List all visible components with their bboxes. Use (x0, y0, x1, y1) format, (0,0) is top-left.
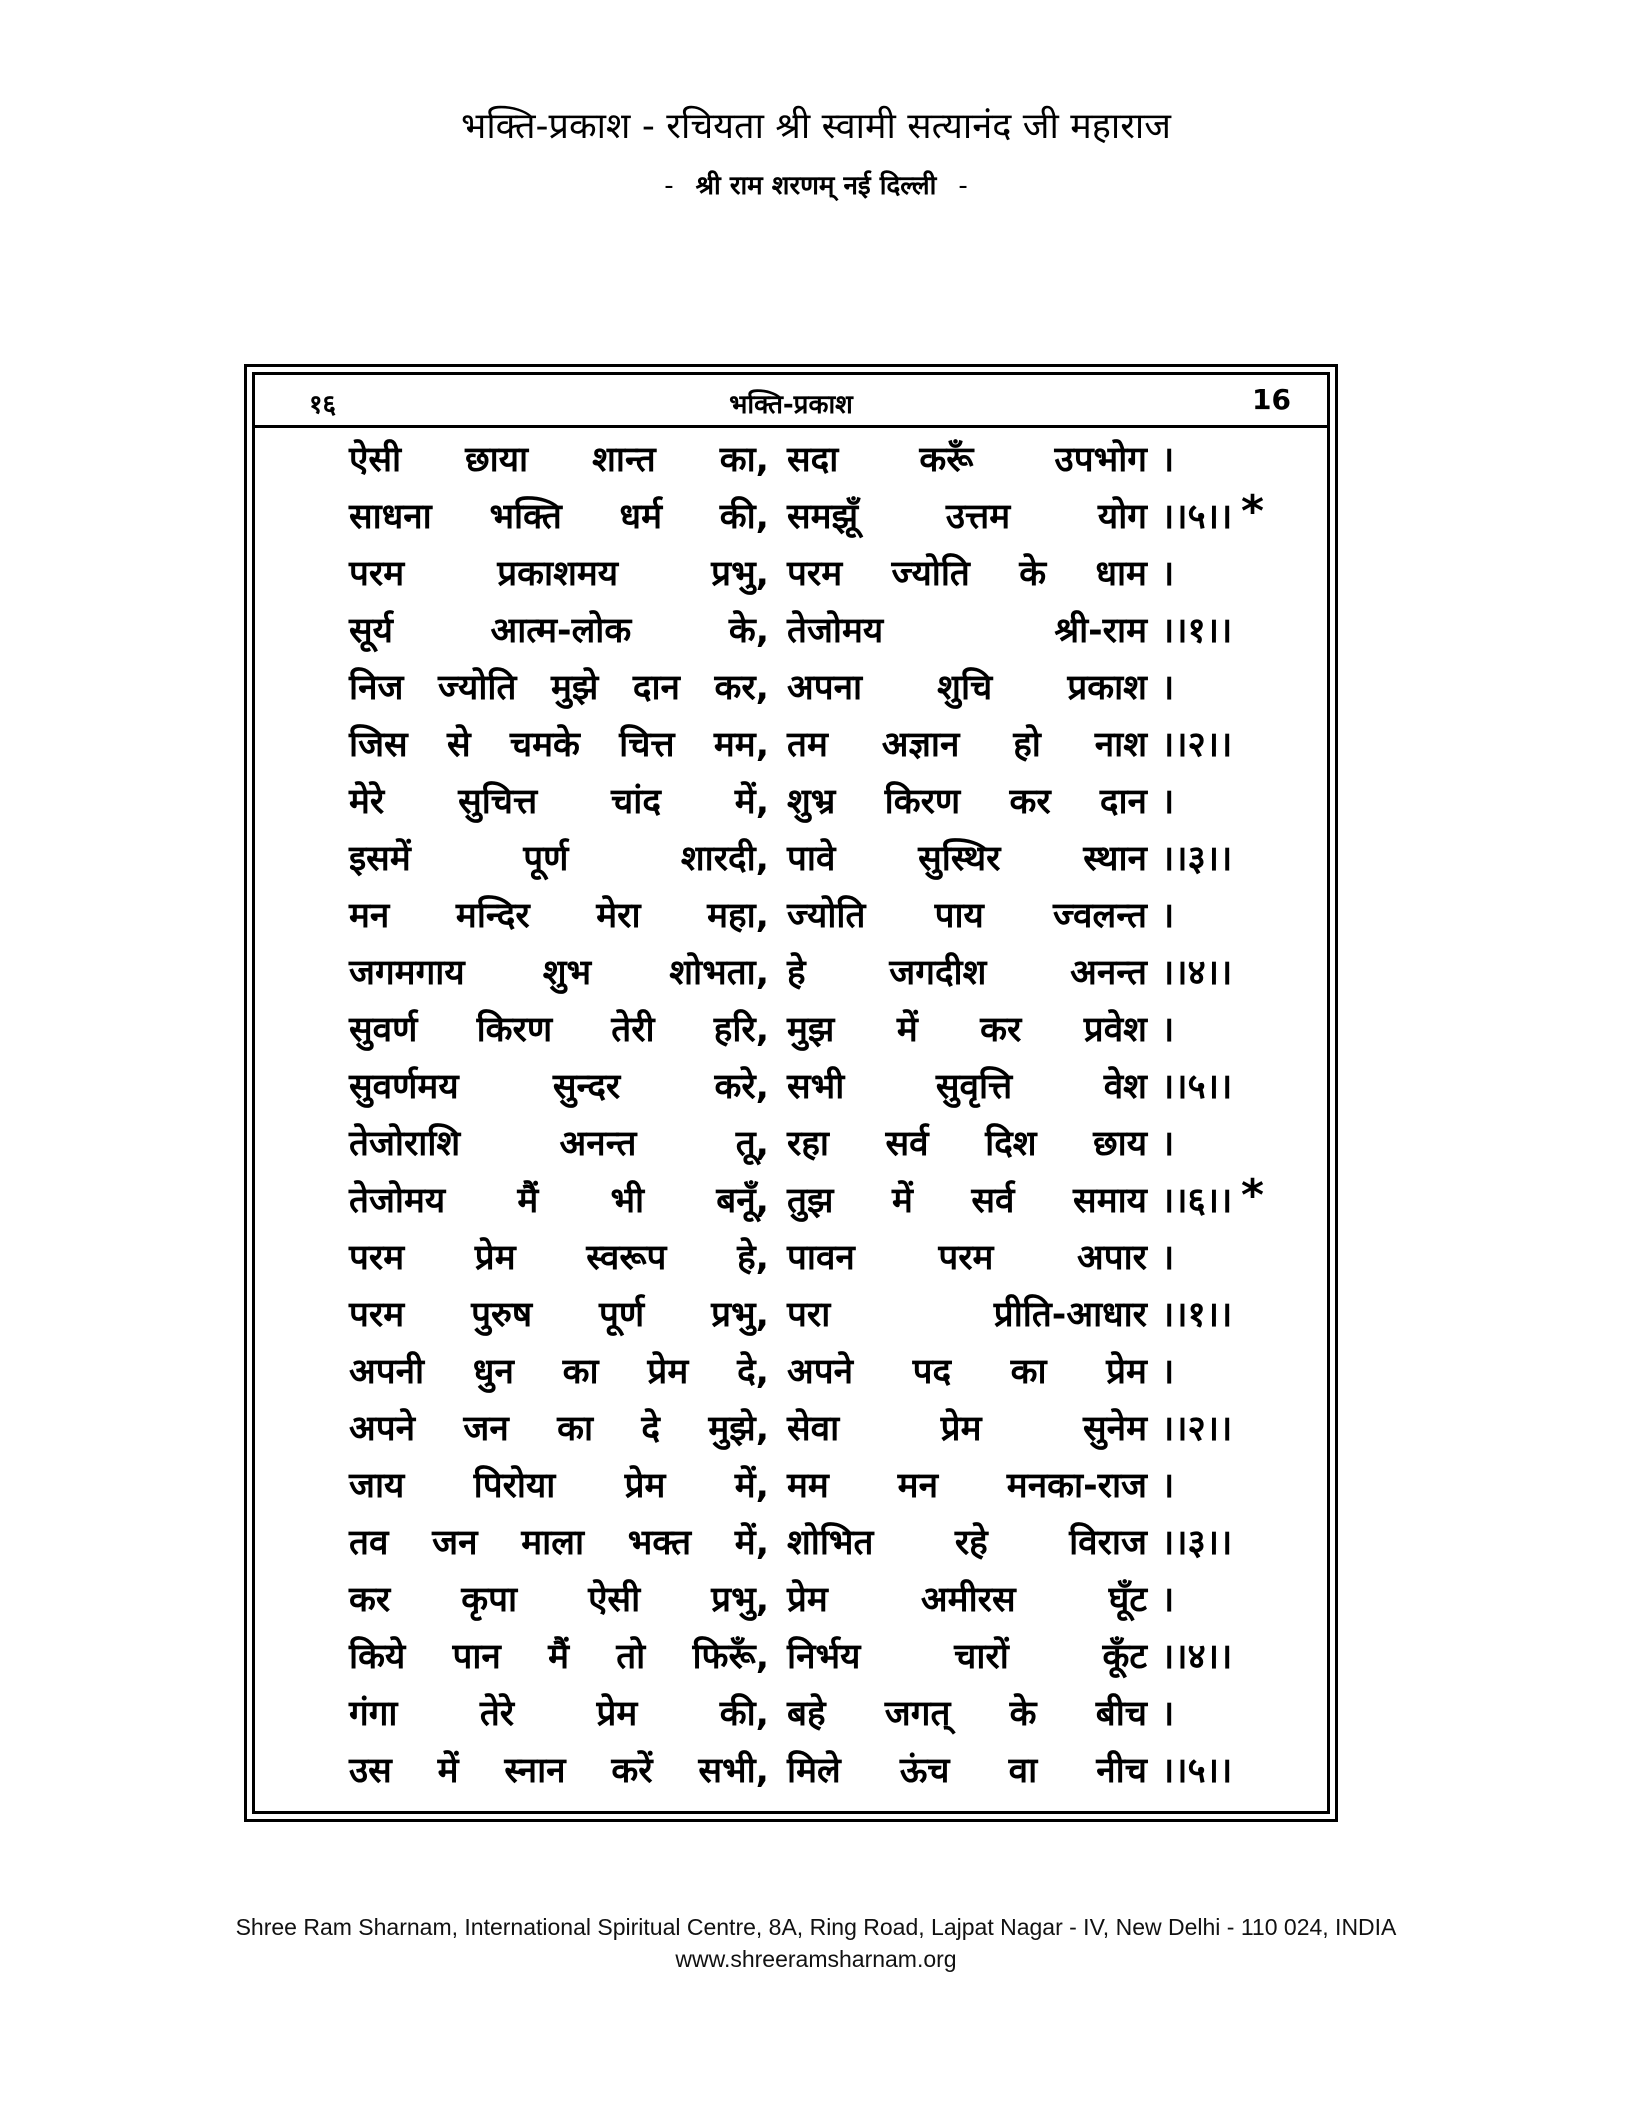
verse-word: ज्योति (787, 896, 866, 936)
page-number: 16 (1252, 383, 1291, 416)
verse-word: फिरूँ, (692, 1637, 769, 1677)
verse-line (255, 1461, 1327, 1518)
verse-word: में (891, 1181, 913, 1221)
verse-word: दे, (737, 1352, 769, 1392)
verse-word: का (1010, 1352, 1047, 1392)
verse-word: सूर्य (349, 611, 393, 651)
verse-left-half (349, 606, 769, 653)
verse-line (255, 1632, 1327, 1689)
verse-left-half (349, 1746, 769, 1793)
verse-word: स्नान (504, 1751, 566, 1791)
verse-end-mark: ।।४।। (1161, 953, 1233, 993)
verse-word: सभी, (698, 1751, 769, 1791)
verse-word: कर (1009, 782, 1051, 822)
verse-word: अपनी (349, 1352, 425, 1392)
verse-word: जन (432, 1523, 478, 1563)
verse-word: सुवृत्ति (935, 1067, 1013, 1107)
verse-word: अपार (1076, 1238, 1147, 1278)
verse-end-mark: । (1161, 440, 1175, 480)
verse-word: कर (980, 1010, 1022, 1050)
verse-word: करे, (714, 1067, 769, 1107)
verse-left-half (349, 1119, 769, 1166)
verse-word: इसमें (349, 839, 411, 879)
verse-word: सुवर्णमय (349, 1067, 459, 1107)
verse-word: निर्भय (787, 1637, 861, 1677)
verse-left-half (349, 549, 769, 596)
verse-right-half (787, 1347, 1147, 1394)
verse-word: तम (787, 725, 828, 765)
verse-word: कर, (714, 668, 769, 708)
verse-word: पान (452, 1637, 501, 1677)
verse-right-half (787, 1290, 1147, 1337)
verse-word: स्थान (1083, 839, 1147, 879)
verse-word: प्रेम (624, 1466, 666, 1506)
verse-word: बीच (1095, 1694, 1147, 1734)
verse-end-mark: । (1161, 1124, 1175, 1164)
verse-word: प्रीति-आधार (993, 1295, 1147, 1335)
verse-word: दान (1099, 782, 1147, 822)
verse-word: में (896, 1010, 918, 1050)
verse-line (255, 1689, 1327, 1746)
verse-word: किरण (476, 1010, 553, 1050)
verse-word: पिरोया (473, 1466, 556, 1506)
verse-word: सदा (787, 440, 839, 480)
verse-line (255, 1290, 1327, 1347)
verse-word: वेश (1103, 1067, 1147, 1107)
verse-left-half (349, 1632, 769, 1679)
verse-word: धाम (1095, 554, 1147, 594)
section-star-mark: * (1241, 486, 1265, 537)
verse-right-half (787, 1176, 1147, 1223)
verse-word: मन्दिर (455, 896, 530, 936)
verse-word: योग (1097, 497, 1147, 537)
verse-word: समाय (1073, 1181, 1147, 1221)
verse-line (255, 834, 1327, 891)
verse-end-mark: ।।२।। (1161, 725, 1233, 765)
verse-right-half (787, 1005, 1147, 1052)
verse-word: में (437, 1751, 459, 1791)
verse-word: पावे (787, 839, 836, 879)
verse-list (255, 435, 1327, 1803)
verse-word: का (557, 1409, 594, 1449)
verse-line (255, 720, 1327, 777)
verse-word: प्रभु, (711, 1295, 769, 1335)
verse-word: बहे (787, 1694, 826, 1734)
verse-word: प्रेम (1106, 1352, 1147, 1392)
verse-right-half (787, 1404, 1147, 1451)
verse-left-half (349, 720, 769, 767)
verse-word: पावन (787, 1238, 855, 1278)
verse-word: परम (938, 1238, 994, 1278)
verse-word: नाश (1094, 725, 1147, 765)
document-subtitle (0, 166, 1632, 202)
verse-end-mark: ।।५।। (1161, 497, 1233, 537)
verse-line (255, 1575, 1327, 1632)
verse-word: मुझ (787, 1010, 835, 1050)
verse-word: प्रेम (940, 1409, 982, 1449)
verse-word: स्वरूप (586, 1238, 667, 1278)
verse-word: हे (787, 953, 806, 993)
verse-end-mark: । (1161, 668, 1175, 708)
verse-left-half (349, 492, 769, 539)
verse-word: उत्तम (945, 497, 1011, 537)
verse-word: प्रकाशमय (497, 554, 619, 594)
verse-word: शोभता, (669, 953, 769, 993)
verse-left-half (349, 1005, 769, 1052)
verse-word: सभी (787, 1067, 845, 1107)
verse-word: परम (787, 554, 843, 594)
verse-end-mark: ।।१।। (1161, 611, 1233, 651)
verse-word: शान्त (592, 440, 656, 480)
verse-word: समझूँ (787, 497, 859, 537)
verse-word: मन (897, 1466, 939, 1506)
verse-line (255, 1233, 1327, 1290)
verse-word: घूँट (1108, 1580, 1147, 1620)
verse-word: हे, (737, 1238, 769, 1278)
verse-line (255, 1119, 1327, 1176)
verse-word: परा (787, 1295, 831, 1335)
book-page-frame (244, 364, 1338, 1822)
verse-word: मैं (517, 1181, 539, 1221)
verse-word: ऊंच (899, 1751, 950, 1791)
verse-right-half (787, 1689, 1147, 1736)
verse-line (255, 606, 1327, 663)
verse-line (255, 663, 1327, 720)
verse-right-half (787, 492, 1147, 539)
verse-word: हरि, (713, 1010, 769, 1050)
verse-word: मुझे (550, 668, 599, 708)
verse-end-mark: ।।६।। (1161, 1181, 1233, 1221)
verse-word: नीच (1096, 1751, 1147, 1791)
verse-word: कूँट (1102, 1637, 1147, 1677)
verse-word: श्री-राम (1054, 611, 1147, 651)
book-page-inner-border (252, 372, 1330, 1814)
verse-word: प्रेम (596, 1694, 638, 1734)
verse-word: ज्योति (438, 668, 517, 708)
verse-word: जगमगाय (349, 953, 465, 993)
verse-left-half (349, 1290, 769, 1337)
verse-word: का, (719, 440, 769, 480)
page-number-devanagari: १६ (309, 390, 337, 420)
verse-line (255, 948, 1327, 1005)
verse-line (255, 1404, 1327, 1461)
verse-word: मेरे (349, 782, 385, 822)
verse-end-mark: ।।२।। (1161, 1409, 1233, 1449)
verse-word: अनन्त (559, 1124, 637, 1164)
verse-left-half (349, 891, 769, 938)
verse-word: तेजोराशि (349, 1124, 461, 1164)
verse-right-half (787, 606, 1147, 653)
verse-word: सर्व (885, 1124, 929, 1164)
verse-word: विराज (1069, 1523, 1147, 1563)
verse-word: तेजोमय (787, 611, 884, 651)
verse-line (255, 1062, 1327, 1119)
verse-word: प्रवेश (1083, 1010, 1147, 1050)
verse-word: अपने (349, 1409, 416, 1449)
footer-address: Shree Ram Sharnam, International Spiritual Centre, 8A, Ring Road, Lajpat Nagar - IV, New Delhi - 110 024, INDIA (235, 1914, 1397, 1940)
verse-right-half (787, 777, 1147, 824)
verse-word: तेजोमय (349, 1181, 446, 1221)
verse-word: शुचि (937, 668, 993, 708)
verse-end-mark: । (1161, 1580, 1175, 1620)
verse-word: तव (349, 1523, 389, 1563)
verse-word: में, (734, 1523, 769, 1563)
verse-word: दिश (985, 1124, 1037, 1164)
verse-word: महा, (707, 896, 769, 936)
verse-word: वा (1008, 1751, 1038, 1791)
verse-right-half (787, 834, 1147, 881)
verse-word: सेवा (787, 1409, 840, 1449)
verse-word: सुन्दर (552, 1067, 621, 1107)
verse-word: रहे (954, 1523, 988, 1563)
verse-left-half (349, 948, 769, 995)
verse-word: प्रभु, (711, 1580, 769, 1620)
verse-right-half (787, 1518, 1147, 1565)
verse-word: छाय (1093, 1124, 1147, 1164)
verse-word: दान (632, 668, 680, 708)
verse-word: भक्ति (489, 497, 562, 537)
verse-end-mark: ।।५।। (1161, 1067, 1233, 1107)
verse-word: साधना (349, 497, 432, 537)
verse-word: की, (719, 1694, 769, 1734)
verse-left-half (349, 1404, 769, 1451)
verse-word: परम (349, 554, 405, 594)
verse-word: में, (734, 1466, 769, 1506)
verse-word: तू, (735, 1124, 769, 1164)
verse-line (255, 891, 1327, 948)
verse-word: प्रभु, (711, 554, 769, 594)
verse-word: मैं (548, 1637, 569, 1677)
verse-word: का (562, 1352, 599, 1392)
verse-word: पद (912, 1352, 952, 1392)
verse-right-half (787, 1461, 1147, 1508)
verse-word: प्रेम (647, 1352, 689, 1392)
verse-word: के, (728, 611, 769, 651)
verse-end-mark: । (1161, 896, 1175, 936)
verse-line (255, 435, 1327, 492)
verse-word: गंगा (349, 1694, 398, 1734)
verse-word: मिले (787, 1751, 841, 1791)
verse-right-half (787, 1746, 1147, 1793)
subtitle-dash-right: - (958, 171, 968, 201)
verse-end-mark: ।।१।। (1161, 1295, 1233, 1335)
verse-right-half (787, 549, 1147, 596)
verse-right-half (787, 1632, 1147, 1679)
verse-end-mark: ।।५।। (1161, 1751, 1233, 1791)
verse-end-mark: ।।४।। (1161, 1637, 1233, 1677)
verse-end-mark: । (1161, 782, 1175, 822)
verse-word: ऐसी (588, 1580, 641, 1620)
verse-right-half (787, 948, 1147, 995)
verse-word: धुन (472, 1352, 514, 1392)
verse-left-half (349, 1461, 769, 1508)
document-title: भक्ति-प्रकाश - रचियता श्री स्वामी सत्यानंद जी महाराज (461, 106, 1171, 147)
footer-website: www.shreeramsharnam.org (675, 1946, 957, 1972)
verse-word: धर्म (619, 497, 663, 537)
verse-word: ज्योति (891, 554, 970, 594)
verse-right-half (787, 435, 1147, 482)
verse-left-half (349, 1689, 769, 1736)
verse-word: मम (787, 1466, 829, 1506)
verse-word: सुनेम (1082, 1409, 1147, 1449)
verse-word: जन (463, 1409, 509, 1449)
verse-left-half (349, 1518, 769, 1565)
verse-word: भक्त (627, 1523, 692, 1563)
verse-left-half (349, 1176, 769, 1223)
verse-word: चांद (611, 782, 661, 822)
verse-word: तेरी (611, 1010, 655, 1050)
verse-word: के (1019, 554, 1047, 594)
verse-word: चमके (509, 725, 580, 765)
running-head-title: भक्ति-प्रकाश (729, 390, 853, 420)
verse-end-mark: । (1161, 1352, 1175, 1392)
verse-right-half (787, 891, 1147, 938)
verse-word: मन (349, 896, 390, 936)
verse-word: जगत् (884, 1694, 951, 1734)
verse-word: जगदीश (889, 953, 987, 993)
verse-word: सुस्थिर (918, 839, 1001, 879)
running-head (255, 375, 1327, 428)
verse-word: प्रेम (474, 1238, 516, 1278)
verse-word: सर्व (971, 1181, 1015, 1221)
verse-left-half (349, 834, 769, 881)
verse-word: निज (349, 668, 404, 708)
verse-word: बनूँ, (716, 1181, 769, 1221)
verse-word: छाया (465, 440, 529, 480)
verse-end-mark: । (1161, 1010, 1175, 1050)
verse-word: हो (1013, 725, 1041, 765)
verse-word: जिस (349, 725, 408, 765)
verse-word: की, (719, 497, 769, 537)
verse-word: उस (349, 1751, 392, 1791)
verse-word: किरण (884, 782, 961, 822)
verse-line (255, 1518, 1327, 1575)
verse-word: आत्म-लोक (490, 611, 632, 651)
verse-word: ऐसी (349, 440, 402, 480)
verse-word: पुरुष (471, 1295, 533, 1335)
verse-end-mark: । (1161, 1466, 1175, 1506)
verse-word: मुझे, (708, 1409, 769, 1449)
verse-right-half (787, 663, 1147, 710)
verse-end-mark: ।।३।। (1161, 1523, 1233, 1563)
verse-word: से (446, 725, 471, 765)
verse-word: अपना (787, 668, 863, 708)
verse-word: सुचित्त (458, 782, 538, 822)
verse-word: शोभित (787, 1523, 874, 1563)
verse-word: अनन्त (1070, 953, 1147, 993)
verse-word: भी (610, 1181, 645, 1221)
verse-word: रहा (787, 1124, 829, 1164)
verse-word: चित्त (619, 725, 675, 765)
verse-word: तुझ (787, 1181, 834, 1221)
verse-word: प्रकाश (1067, 668, 1147, 708)
verse-end-mark: ।।३।। (1161, 839, 1233, 879)
verse-word: माला (521, 1523, 585, 1563)
verse-word: किये (349, 1637, 406, 1677)
verse-word: जाय (349, 1466, 405, 1506)
verse-left-half (349, 663, 769, 710)
verse-word: करें (611, 1751, 653, 1791)
verse-word: पूर्ण (523, 839, 569, 879)
verse-line (255, 1170, 1327, 1233)
verse-word: अज्ञान (881, 725, 960, 765)
verse-word: शुभ्र (787, 782, 836, 822)
verse-word: मेरा (596, 896, 641, 936)
verse-end-mark: । (1161, 554, 1175, 594)
verse-end-mark: । (1161, 1694, 1175, 1734)
verse-right-half (787, 1119, 1147, 1166)
verse-word: मम, (713, 725, 769, 765)
verse-word: दे (641, 1409, 660, 1449)
verse-word: करूँ (919, 440, 974, 480)
verse-word: तो (616, 1637, 646, 1677)
verse-right-half (787, 1062, 1147, 1109)
verse-word: में, (734, 782, 769, 822)
verse-word: पूर्ण (599, 1295, 645, 1335)
verse-left-half (349, 777, 769, 824)
verse-line (255, 1746, 1327, 1803)
verse-word: चारों (954, 1637, 1009, 1677)
verse-left-half (349, 1347, 769, 1394)
verse-word: कृपा (461, 1580, 518, 1620)
verse-right-half (787, 1575, 1147, 1622)
verse-right-half (787, 1233, 1147, 1280)
subtitle-text: श्री राम शरणम् नई दिल्ली (695, 171, 937, 201)
verse-word: अमीरस (920, 1580, 1016, 1620)
verse-word: शारदी, (680, 839, 769, 879)
verse-word: उपभोग (1054, 440, 1147, 480)
verse-word: के (1009, 1694, 1037, 1734)
verse-left-half (349, 435, 769, 482)
verse-right-half (787, 720, 1147, 767)
verse-word: प्रेम (787, 1580, 828, 1620)
verse-word: परम (349, 1238, 405, 1278)
verse-word: सुवर्ण (349, 1010, 418, 1050)
verse-left-half (349, 1062, 769, 1109)
verse-word: अपने (787, 1352, 854, 1392)
verse-word: कर (349, 1580, 391, 1620)
verse-word: तेरे (479, 1694, 515, 1734)
verse-line (255, 1347, 1327, 1404)
verse-word: शुभ (542, 953, 592, 993)
verse-word: पाय (934, 896, 984, 936)
verse-word: मनका-राज (1006, 1466, 1147, 1506)
verse-line (255, 486, 1327, 549)
section-star-mark: * (1241, 1170, 1265, 1221)
verse-line (255, 777, 1327, 834)
verse-line (255, 549, 1327, 606)
verse-left-half (349, 1575, 769, 1622)
subtitle-dash-left: - (664, 171, 674, 201)
verse-word: ज्वलन्त (1053, 896, 1147, 936)
verse-left-half (349, 1233, 769, 1280)
verse-word: परम (349, 1295, 405, 1335)
verse-end-mark: । (1161, 1238, 1175, 1278)
verse-line (255, 1005, 1327, 1062)
